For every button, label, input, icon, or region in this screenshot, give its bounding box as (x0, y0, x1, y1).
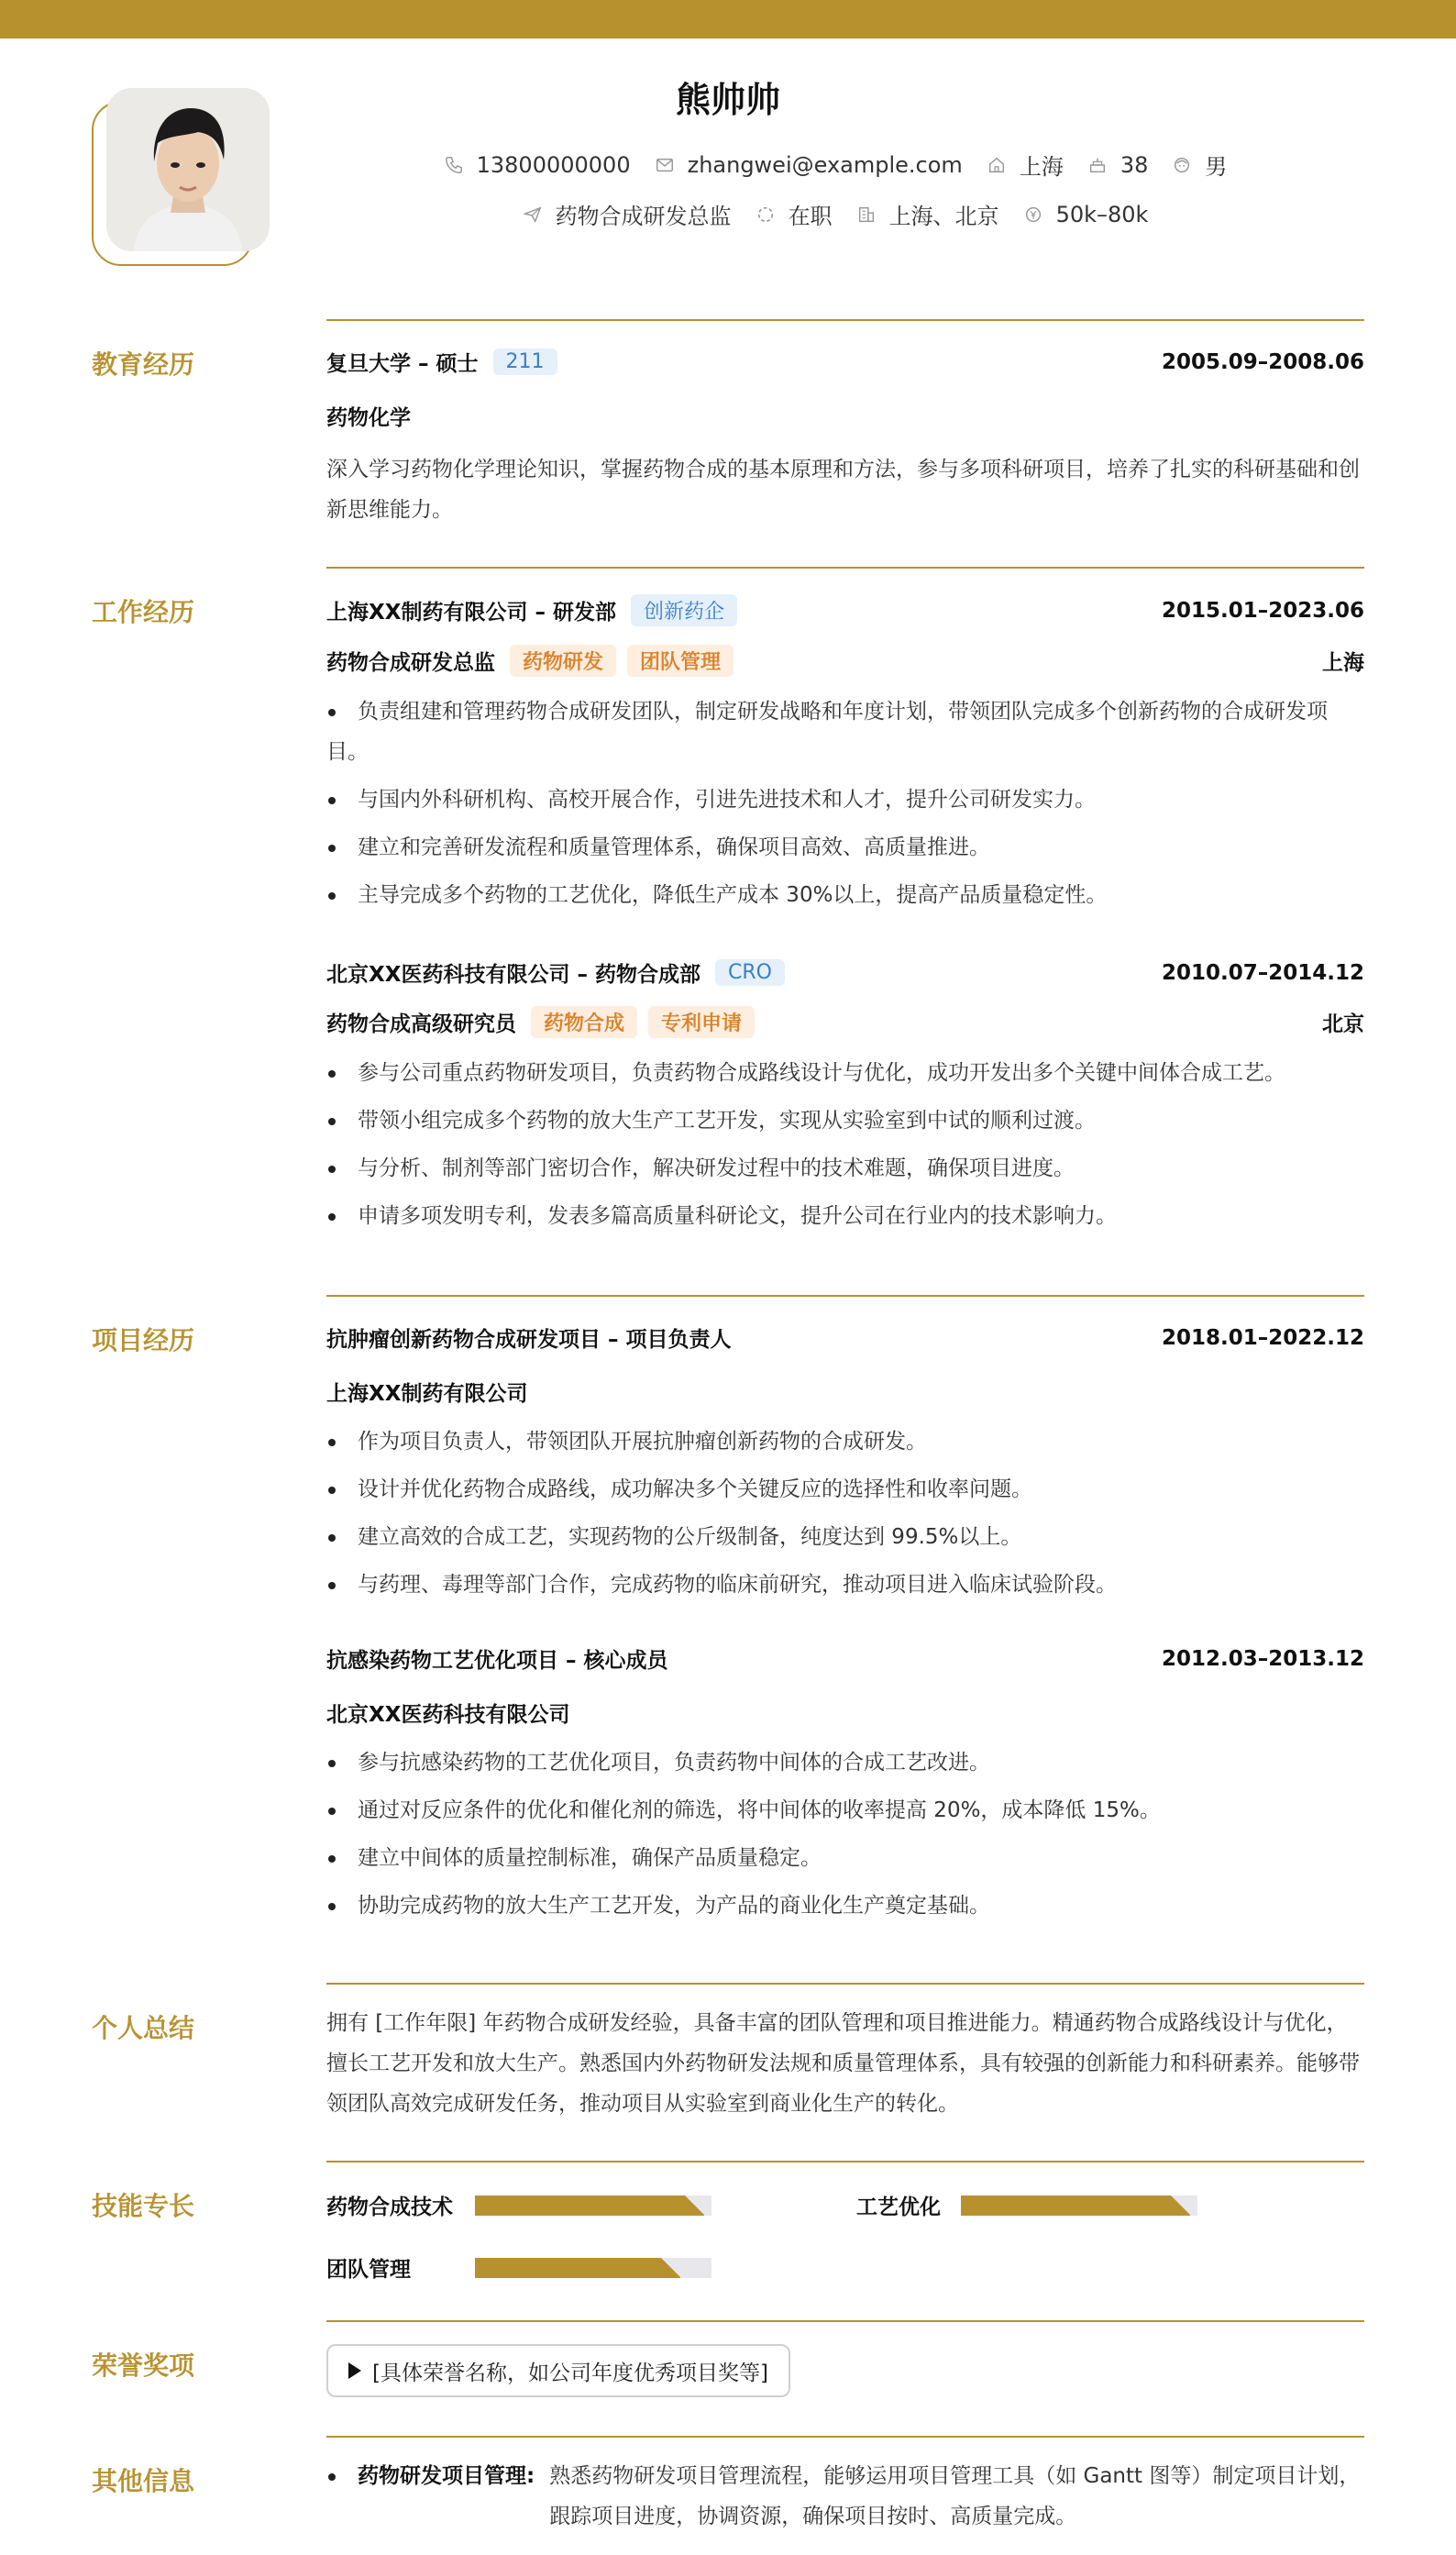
email-info (655, 152, 963, 178)
school-tag: 211 (493, 348, 557, 375)
list-item: 申请多项发明专利，发表多篇高质量科研论文，提升公司在行业内的技术影响力。 (326, 1196, 1364, 1236)
section-title-other: 其他信息 (92, 2466, 195, 2496)
list-item: 建立和完善研发流程和质量管理体系，确保项目高效、高质量推进。 (326, 827, 1364, 868)
status-text: 在职 (788, 204, 833, 229)
other-entry (326, 2456, 1364, 2537)
skill-name: 药物合成技术 (326, 2196, 453, 2219)
work-entry (326, 957, 1364, 1244)
skill-item (326, 2252, 711, 2283)
list-item: 参与抗感染药物的工艺优化项目，负责药物中间体的合成工艺改进。 (326, 1742, 1364, 1783)
section-title-work: 工作经历 (92, 597, 195, 627)
education-major: 药物化学 (326, 406, 411, 430)
work-date: 2010.07–2014.12 (1161, 960, 1364, 985)
skill-bar-fill (961, 2196, 1190, 2216)
work-bullets (326, 691, 1364, 915)
contact-row (275, 149, 1395, 181)
list-item: 建立中间体的质量控制标准，确保产品质量稳定。 (326, 1838, 1364, 1878)
status-icon (756, 205, 776, 225)
section-divider (326, 1295, 1364, 1297)
job-role: 药物合成研发总监 (326, 651, 495, 675)
education-date: 2005.09–2008.06 (1161, 349, 1364, 374)
list-item (326, 2456, 1364, 2537)
summary-text: 拥有 [工作年限] 年药物合成研发经验，具备丰富的团队管理和项目推进能力。精通药物合成路线设计与优化，擅长工艺开发和放大生产。熟悉国内外药物研发法规和质量管理体系，具有较强的创新能力和科研素养。能够带领团队高效完成研发任务，推动项目从实验室到商业化生产的转化。 (326, 2011, 1360, 2116)
company-name: 上海XX制药有限公司 – 研发部 (326, 601, 616, 625)
expand-triangle-icon (348, 2362, 361, 2379)
status-info (756, 198, 833, 230)
city-info (987, 149, 1064, 181)
list-item: 主导完成多个药物的工艺优化，降低生产成本 30%以上，提高产品质量稳定性。 (326, 875, 1364, 915)
skill-bar (475, 2258, 711, 2278)
award-list (326, 2344, 1364, 2397)
role-tag: 专利申请 (648, 1006, 755, 1038)
list-item: 协助完成药物的放大生产工艺开发，为产品的商业化生产奠定基础。 (326, 1886, 1364, 1926)
target-city-text: 上海、北京 (888, 204, 999, 229)
email-text: zhangwei@example.com (687, 151, 963, 178)
role-tag: 团队管理 (627, 645, 734, 677)
skill-bar (961, 2196, 1197, 2216)
section-divider (326, 2436, 1364, 2438)
work-date: 2015.01–2023.06 (1161, 598, 1364, 623)
building-icon (856, 205, 877, 225)
target-city-info (856, 198, 999, 230)
other-key: 药物研发项目管理: (358, 2464, 535, 2488)
section-title-projects: 项目经历 (92, 1325, 195, 1355)
skill-bar (475, 2196, 711, 2216)
send-icon (523, 205, 543, 225)
job-role: 药物合成高级研究员 (326, 1012, 516, 1036)
position-info (523, 198, 732, 230)
education-description: 深入学习药物化学理论知识，掌握药物合成的基本原理和方法，参与多项科研项目，培养了扎实的科研基础和创新思维能力。 (326, 458, 1360, 522)
project-org: 上海XX制药有限公司 (326, 1382, 528, 1406)
candidate-name: 熊帅帅 (675, 80, 780, 120)
phone-icon (444, 155, 464, 175)
section-divider (326, 319, 1364, 321)
role-tag: 药物合成 (531, 1006, 637, 1038)
school-name: 复旦大学 – 硕士 (326, 352, 479, 376)
project-title: 抗肿瘤创新药物合成研发项目 – 项目负责人 (326, 1328, 732, 1352)
gender-text: 男 (1205, 154, 1228, 180)
section-title-summary: 个人总结 (92, 2013, 195, 2043)
age-icon (1087, 155, 1108, 175)
project-title: 抗感染药物工艺优化项目 – 核心成员 (326, 1649, 668, 1673)
salary-icon (1023, 205, 1043, 225)
age-text: 38 (1120, 151, 1149, 178)
city-text: 上海 (1019, 154, 1064, 180)
home-icon (987, 155, 1007, 175)
age-info (1087, 152, 1149, 178)
skill-name: 工艺优化 (856, 2196, 941, 2219)
list-item: 建立高效的合成工艺，实现药物的公斤级制备，纯度达到 99.5%以上。 (326, 1517, 1364, 1557)
salary-text: 50k–80k (1055, 201, 1149, 227)
project-entry (326, 1643, 1364, 1933)
skill-item (326, 2190, 711, 2220)
project-org: 北京XX医药科技有限公司 (326, 1703, 570, 1727)
skill-item (856, 2190, 1197, 2220)
list-item: 通过对反应条件的优化和催化剂的筛选，将中间体的收率提高 20%，成本降低 15%。 (326, 1790, 1364, 1831)
list-item: 与药理、毒理等部门合作，完成药物的临床前研究，推动项目进入临床试验阶段。 (326, 1565, 1364, 1605)
section-divider (326, 2161, 1364, 2162)
work-location: 北京 (1322, 1012, 1364, 1036)
role-tag: 药物研发 (510, 645, 616, 677)
project-entry (326, 1322, 1364, 1612)
skill-name: 团队管理 (326, 2258, 411, 2282)
job-intention-row (275, 198, 1395, 230)
company-tag: 创新药企 (631, 594, 737, 626)
list-item: 带领小组完成多个药物的放大生产工艺开发，实现从实验室到中试的顺利过渡。 (326, 1101, 1364, 1141)
section-divider (326, 1983, 1364, 1985)
list-item: 负责组建和管理药物合成研发团队，制定研发战略和年度计划，带领团队完成多个创新药物的合成研发项目。 (326, 691, 1364, 772)
list-item: 设计并优化药物合成路线，成功解决多个关键反应的选择性和收率问题。 (326, 1469, 1364, 1510)
award-item[interactable] (326, 2344, 790, 2397)
list-item: 参与公司重点药物研发项目，负责药物合成路线设计与优化，成功开发出多个关键中间体合成工艺。 (326, 1053, 1364, 1093)
project-bullets (326, 1421, 1364, 1605)
mail-icon (655, 155, 675, 175)
section-divider (326, 2320, 1364, 2322)
top-accent-bar (0, 0, 1456, 39)
list-item: 与分析、制剂等部门密切合作，解决研发过程中的技术难题，确保项目进度。 (326, 1148, 1364, 1189)
position-text: 药物合成研发总监 (555, 204, 732, 229)
gender-info (1172, 149, 1227, 181)
section-title-skills: 技能专长 (92, 2191, 195, 2221)
award-text: [具体荣誉名称，如公司年度优秀项目奖等] (372, 2361, 768, 2385)
list-item: 作为项目负责人，带领团队开展抗肿瘤创新药物的合成研发。 (326, 1421, 1364, 1462)
work-location: 上海 (1322, 651, 1364, 675)
company-name: 北京XX医药科技有限公司 – 药物合成部 (326, 963, 700, 987)
skill-bar-fill (475, 2258, 680, 2278)
other-value: 熟悉药物研发项目管理流程，能够运用项目管理工具（如 Gantt 图等）制定项目计划，跟踪项目进度，协调资源，确保项目按时、高质量完成。 (549, 2464, 1361, 2528)
work-bullets (326, 1053, 1364, 1236)
salary-info (1023, 202, 1149, 227)
skill-bar-fill (475, 2196, 704, 2216)
list-item: 与国内外科研机构、高校开展合作，引进先进技术和人才，提升公司研发实力。 (326, 780, 1364, 820)
phone-info (444, 152, 631, 178)
section-title-education: 教育经历 (92, 349, 195, 380)
project-date: 2012.03–2013.12 (1161, 1646, 1364, 1671)
work-entry (326, 594, 1364, 923)
company-tag: CRO (715, 959, 785, 986)
section-divider (326, 567, 1364, 569)
section-title-awards: 荣誉奖项 (92, 2350, 195, 2381)
gender-icon (1172, 155, 1192, 175)
education-entry (326, 347, 1364, 530)
project-bullets (326, 1742, 1364, 1926)
project-date: 2018.01–2022.12 (1161, 1325, 1364, 1350)
phone-text: 13800000000 (476, 151, 631, 178)
